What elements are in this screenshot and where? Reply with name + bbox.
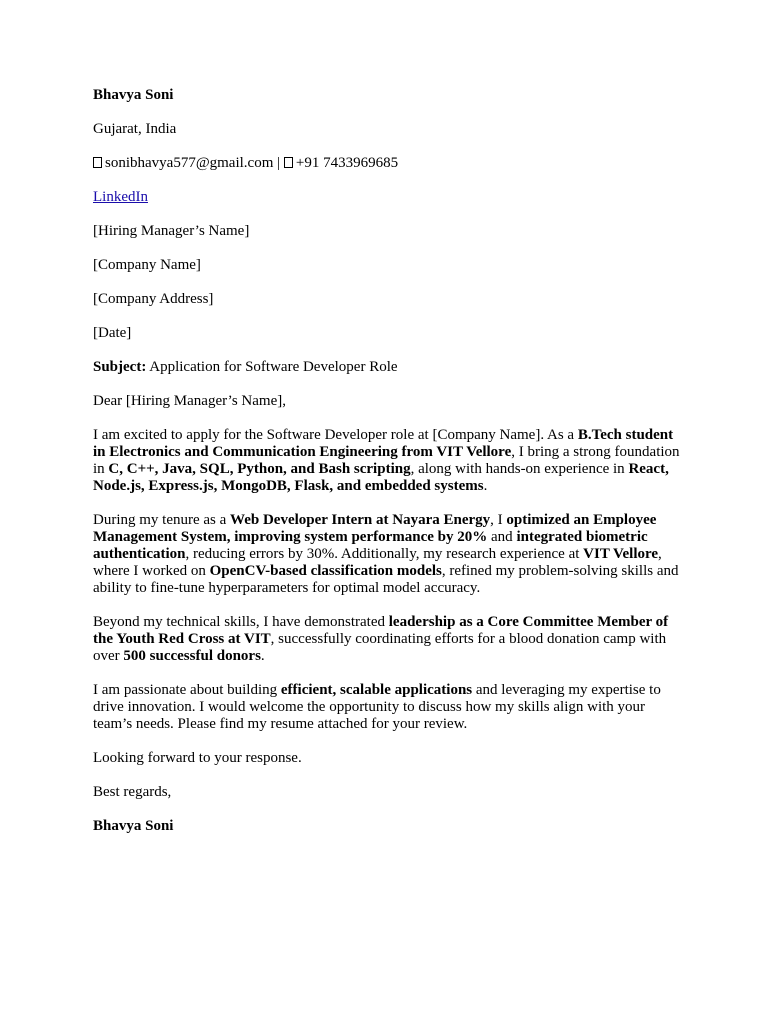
cover-letter: [93, 87, 683, 852]
signature: Bhavya Soni: [93, 818, 174, 834]
recipient-company: [Company Name]: [93, 257, 201, 273]
contact-separator: |: [277, 155, 281, 171]
letter-date: [Date]: [93, 325, 132, 341]
paragraph-experience: During my tenure as a Web Developer Intern at Nayara Energy, I optimized an Employee Management System, improving system performance by 20% and integrated biometric authentication, reducing errors by 30%. Additionally, my research experience at VIT Vellore, where I worked on OpenCV-based classification models, refined my problem-solving skills and ability to fine-tune hyperparameters for optimal model accuracy.: [93, 512, 679, 596]
sender-name: Bhavya Soni: [93, 87, 174, 103]
linkedin-link[interactable]: LinkedIn: [93, 189, 148, 205]
contact-line: [93, 155, 683, 172]
phone-text: +91 7433969685: [295, 155, 399, 171]
subject-line: [93, 359, 683, 376]
sign-off: Best regards,: [93, 784, 172, 800]
paragraph-leadership: Beyond my technical skills, I have demonstrated leadership as a Core Committee Member of the Youth Red Cross at VIT, successfully coordinating efforts for a blood donation camp with over 500 successful donors.: [93, 614, 669, 664]
paragraph-intro: I am excited to apply for the Software Developer role at [Company Name]. As a B.Tech student in Electronics and Communication Engineering from VIT Vellore, I bring a strong foundation in C, C++, Java, SQL, Python, and Bash scripting, along with hands-on experience in React, Node.js, Express.js, MongoDB, Flask, and embedded systems.: [93, 427, 680, 494]
phone-icon: [284, 157, 293, 168]
recipient-address: [Company Address]: [93, 291, 214, 307]
sender-location: Gujarat, India: [93, 121, 177, 137]
closing-line: Looking forward to your response.: [93, 750, 302, 766]
email-text: sonibhavya577@gmail.com: [105, 155, 274, 171]
salutation: Dear [Hiring Manager’s Name],: [93, 393, 286, 409]
linkedin-line: [93, 189, 683, 206]
recipient-manager: [Hiring Manager’s Name]: [93, 223, 250, 239]
subject-text: Application for Software Developer Role: [149, 359, 398, 375]
subject-label: Subject:: [93, 359, 147, 375]
email-icon: [93, 157, 102, 168]
paragraph-motivation: I am passionate about building efficient, scalable applications and leveraging my expertise to drive innovation. I would welcome the opportunity to discuss how my skills align with your team’s needs. Please find my resume attached for your review.: [93, 682, 661, 732]
